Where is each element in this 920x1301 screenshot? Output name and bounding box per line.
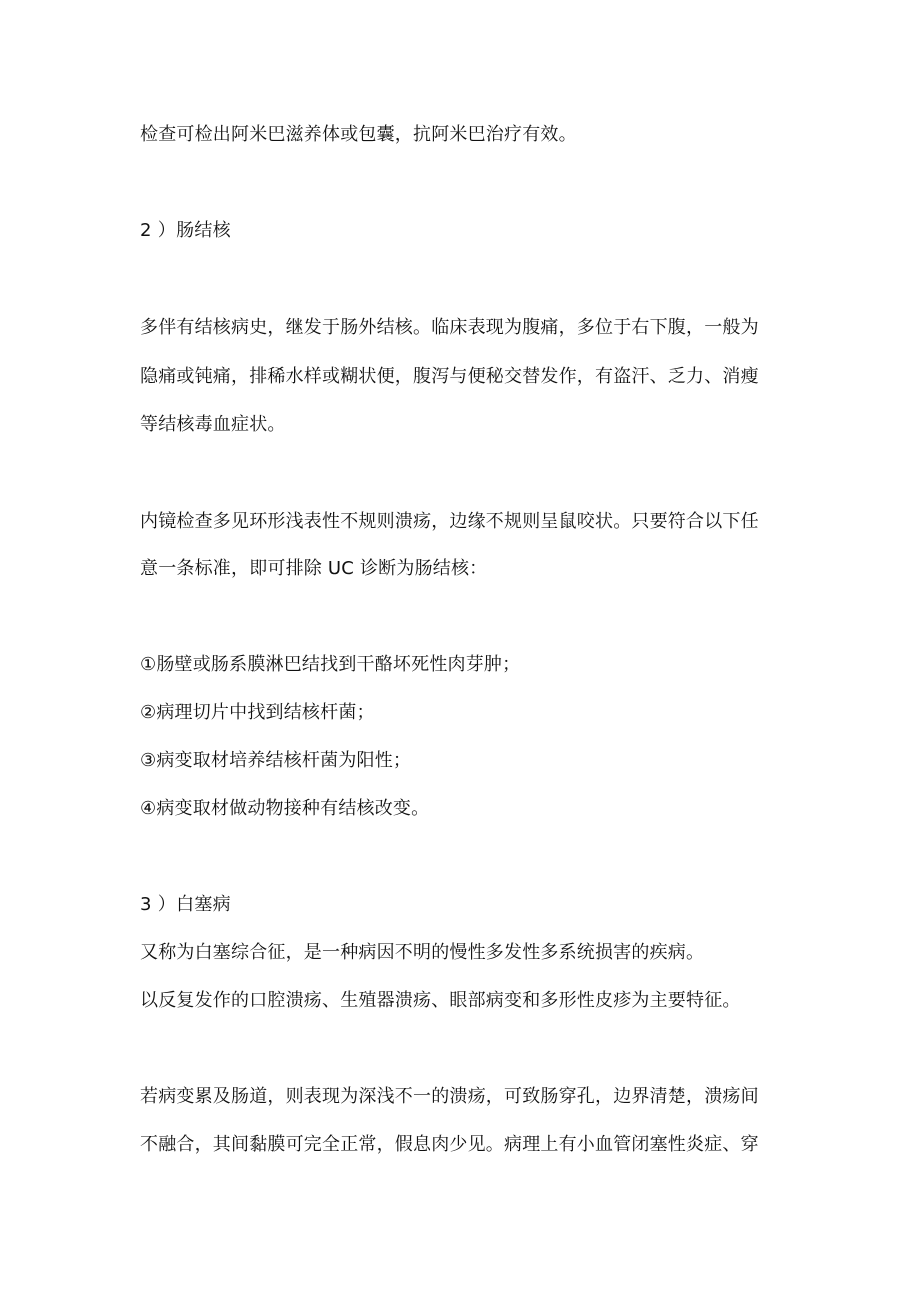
section-heading-behcet-disease: 3 ）白塞病 bbox=[140, 894, 231, 915]
criteria-item: ①肠壁或肠系膜淋巴结找到干酪坏死性肉芽肿； bbox=[140, 654, 521, 675]
criteria-item: ③病变取材培养结核杆菌为阳性； bbox=[140, 750, 412, 771]
criteria-item: ②病理切片中找到结核杆菌； bbox=[140, 702, 375, 723]
text-line: 不融合，其间黏膜可完全正常，假息肉少见。病理上有小血管闭塞性炎症、穿 bbox=[140, 1134, 759, 1155]
text-line: 意一条标准，即可排除 UC 诊断为肠结核： bbox=[140, 558, 488, 579]
text-line: 隐痛或钝痛，排稀水样或糊状便，腹泻与便秘交替发作，有盗汗、乏力、消瘦 bbox=[140, 366, 759, 387]
text-line: 又称为白塞综合征，是一种病因不明的慢性多发性多系统损害的疾病。 bbox=[140, 942, 705, 963]
text-line: 检查可检出阿米巴滋养体或包囊，抗阿米巴治疗有效。 bbox=[140, 124, 577, 145]
text-line: 内镜检查多见环形浅表性不规则溃疡，边缘不规则呈鼠咬状。只要符合以下任 bbox=[140, 511, 759, 532]
section-heading-intestinal-tuberculosis: 2 ）肠结核 bbox=[140, 220, 231, 241]
criteria-item: ④病变取材做动物接种有结核改变。 bbox=[140, 798, 430, 819]
text-line: 多伴有结核病史，继发于肠外结核。临床表现为腹痛，多位于右下腹，一般为 bbox=[140, 317, 759, 338]
text-line: 等结核毒血症状。 bbox=[140, 414, 286, 435]
text-line: 若病变累及肠道，则表现为深浅不一的溃疡，可致肠穿孔，边界清楚，溃疡间 bbox=[140, 1086, 759, 1107]
text-line: 以反复发作的口腔溃疡、生殖器溃疡、眼部病变和多形性皮疹为主要特征。 bbox=[140, 990, 741, 1011]
